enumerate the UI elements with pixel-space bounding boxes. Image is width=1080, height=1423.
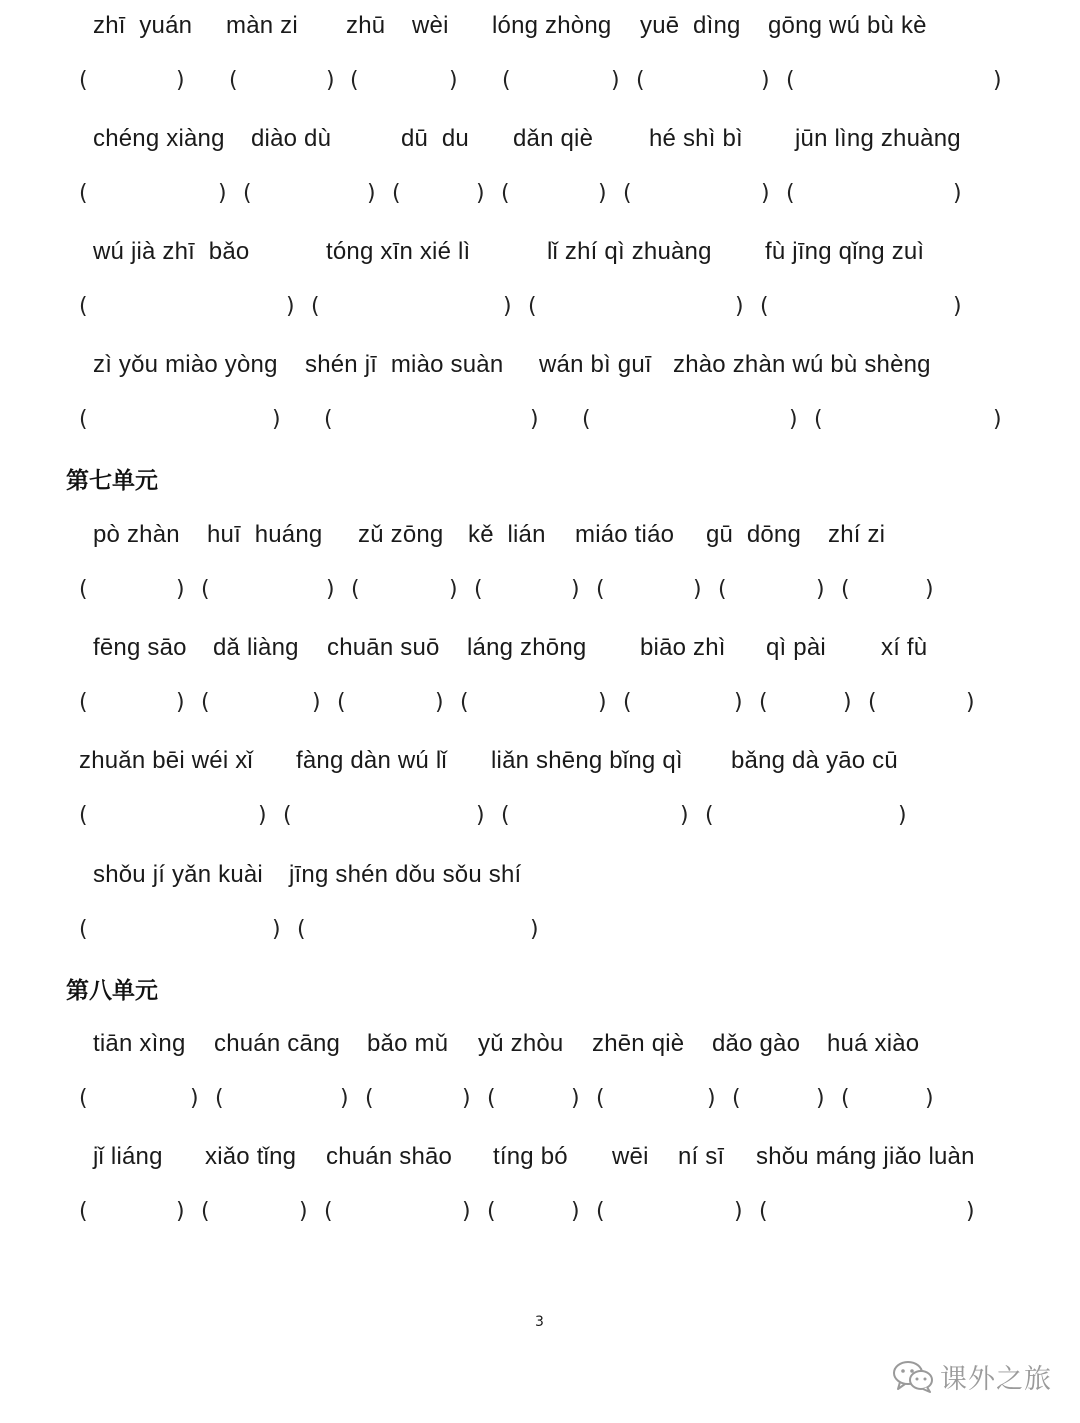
close-paren: ) [735, 294, 744, 319]
open-paren: ( [502, 68, 511, 93]
open-paren: ( [79, 1086, 88, 1111]
pinyin-word: wán bì guī [539, 351, 652, 378]
pinyin-word: lǐ zhí qì zhuàng [547, 238, 712, 265]
unit-7-heading: 第七单元 [66, 468, 158, 494]
wechat-icon [892, 1359, 934, 1393]
open-paren: ( [474, 577, 483, 602]
pinyin-word: kě lián [468, 521, 546, 548]
close-paren: ) [789, 407, 798, 432]
close-paren: ) [176, 1199, 185, 1224]
open-paren: ( [79, 294, 88, 319]
pinyin-word: miáo tiáo [575, 521, 675, 548]
open-paren: ( [324, 407, 333, 432]
open-paren: ( [501, 803, 510, 828]
close-paren: ) [966, 1199, 975, 1224]
open-paren: ( [243, 181, 252, 206]
close-paren: ) [258, 803, 267, 828]
open-paren: ( [79, 1199, 88, 1224]
open-paren: ( [760, 294, 769, 319]
pinyin-word: tiān xìng [93, 1030, 186, 1057]
close-paren: ) [571, 1199, 580, 1224]
pinyin-word: yǔ zhòu [478, 1030, 564, 1057]
close-paren: ) [530, 407, 539, 432]
pinyin-word: qì pài [766, 634, 826, 661]
open-paren: ( [365, 1086, 374, 1111]
close-paren: ) [340, 1086, 349, 1111]
pinyin-word: zhēn qiè [592, 1030, 685, 1057]
pinyin-word: pò zhàn [93, 521, 180, 548]
watermark [892, 1356, 1052, 1396]
pinyin-word: xiǎo tǐng [205, 1143, 297, 1170]
open-paren: ( [786, 68, 795, 93]
close-paren: ) [680, 803, 689, 828]
close-paren: ) [966, 690, 975, 715]
close-paren: ) [816, 577, 825, 602]
open-paren: ( [215, 1086, 224, 1111]
pinyin-word: fù jīng qǐng zuì [765, 238, 925, 265]
pinyin-word: chuán cāng [214, 1030, 341, 1057]
pinyin-word: biāo zhì [640, 634, 726, 661]
pinyin-word: gū dōng [706, 521, 802, 548]
pinyin-word: chuán shāo [326, 1143, 453, 1170]
close-paren: ) [476, 181, 485, 206]
open-paren: ( [623, 690, 632, 715]
open-paren: ( [759, 1199, 768, 1224]
close-paren: ) [761, 68, 770, 93]
pinyin-word: dū du [401, 125, 469, 152]
open-paren: ( [324, 1199, 333, 1224]
close-paren: ) [598, 690, 607, 715]
open-paren: ( [79, 577, 88, 602]
open-paren: ( [392, 181, 401, 206]
pinyin-word: chéng xiàng [93, 125, 225, 152]
pinyin-word: dǎ liàng [213, 634, 299, 661]
pinyin-word: jūn lìng zhuàng [795, 125, 961, 152]
close-paren: ) [462, 1086, 471, 1111]
pinyin-word: wú jià zhī bǎo [93, 238, 250, 265]
pinyin-word: shǒu jí yǎn kuài [93, 861, 263, 888]
open-paren: ( [501, 181, 510, 206]
open-paren: ( [582, 407, 591, 432]
open-paren: ( [596, 577, 605, 602]
close-paren: ) [993, 407, 1002, 432]
open-paren: ( [283, 803, 292, 828]
open-paren: ( [460, 690, 469, 715]
close-paren: ) [925, 1086, 934, 1111]
unit-8-heading: 第八单元 [66, 978, 158, 1004]
page-number: 3 [535, 1314, 544, 1330]
pinyin-word: fàng dàn wú lǐ [296, 747, 447, 774]
open-paren: ( [868, 690, 877, 715]
open-paren: ( [79, 917, 88, 942]
open-paren: ( [487, 1086, 496, 1111]
close-paren: ) [598, 181, 607, 206]
open-paren: ( [732, 1086, 741, 1111]
open-paren: ( [201, 690, 210, 715]
pinyin-word: shǒu máng jiǎo luàn [756, 1143, 975, 1170]
pinyin-word: zì yǒu miào yòng [93, 351, 278, 378]
open-paren: ( [718, 577, 727, 602]
pinyin-word: tóng xīn xié lì [326, 238, 471, 265]
open-paren: ( [814, 407, 823, 432]
close-paren: ) [571, 1086, 580, 1111]
open-paren: ( [487, 1199, 496, 1224]
pinyin-word: liǎn shēng bǐng qì [491, 747, 683, 774]
open-paren: ( [201, 1199, 210, 1224]
pinyin-word: dǎo gào [712, 1030, 801, 1057]
open-paren: ( [311, 294, 320, 319]
close-paren: ) [176, 68, 185, 93]
close-paren: ) [449, 577, 458, 602]
open-paren: ( [759, 690, 768, 715]
close-paren: ) [953, 294, 962, 319]
close-paren: ) [761, 181, 770, 206]
pinyin-word: jīng shén dǒu sǒu shí [289, 861, 522, 888]
open-paren: ( [623, 181, 632, 206]
close-paren: ) [326, 577, 335, 602]
open-paren: ( [841, 577, 850, 602]
open-paren: ( [79, 181, 88, 206]
close-paren: ) [707, 1086, 716, 1111]
pinyin-word: gōng wú bù kè [768, 12, 927, 39]
open-paren: ( [79, 690, 88, 715]
pinyin-word: wēi [612, 1143, 649, 1170]
pinyin-word: zhuǎn bēi wéi xǐ [79, 747, 253, 774]
open-paren: ( [337, 690, 346, 715]
pinyin-word: wèi [412, 12, 449, 39]
pinyin-word: hé shì bì [649, 125, 743, 152]
close-paren: ) [734, 690, 743, 715]
pinyin-word: tíng bó [493, 1143, 568, 1170]
close-paren: ) [898, 803, 907, 828]
pinyin-word: láng zhōng [467, 634, 587, 661]
open-paren: ( [79, 68, 88, 93]
close-paren: ) [993, 68, 1002, 93]
pinyin-word: xí fù [881, 634, 928, 661]
pinyin-word: yuē dìng [640, 12, 741, 39]
close-paren: ) [299, 1199, 308, 1224]
open-paren: ( [297, 917, 306, 942]
open-paren: ( [636, 68, 645, 93]
pinyin-word: zhū [346, 12, 386, 39]
pinyin-word: bǎo mǔ [367, 1030, 449, 1057]
pinyin-word: fēng sāo [93, 634, 187, 661]
close-paren: ) [435, 690, 444, 715]
open-paren: ( [786, 181, 795, 206]
close-paren: ) [571, 577, 580, 602]
close-paren: ) [326, 68, 335, 93]
pinyin-word: màn zi [226, 12, 298, 39]
pinyin-word: zhào zhàn wú bù shèng [673, 351, 931, 378]
close-paren: ) [218, 181, 227, 206]
open-paren: ( [201, 577, 210, 602]
close-paren: ) [176, 577, 185, 602]
close-paren: ) [925, 577, 934, 602]
watermark-text: 课外之旅 [940, 1363, 1052, 1395]
open-paren: ( [350, 68, 359, 93]
pinyin-word: dǎn qiè [513, 125, 594, 152]
close-paren: ) [816, 1086, 825, 1111]
close-paren: ) [843, 690, 852, 715]
close-paren: ) [272, 407, 281, 432]
pinyin-word: ní sī [678, 1143, 725, 1170]
close-paren: ) [503, 294, 512, 319]
open-paren: ( [705, 803, 714, 828]
close-paren: ) [190, 1086, 199, 1111]
close-paren: ) [530, 917, 539, 942]
close-paren: ) [462, 1199, 471, 1224]
close-paren: ) [367, 181, 376, 206]
pinyin-word: zhí zi [828, 521, 886, 548]
pinyin-word: chuān suō [327, 634, 440, 661]
pinyin-word: shén jī miào suàn [305, 351, 504, 378]
pinyin-word: zhī yuán [93, 12, 193, 39]
close-paren: ) [611, 68, 620, 93]
open-paren: ( [841, 1086, 850, 1111]
open-paren: ( [79, 803, 88, 828]
close-paren: ) [286, 294, 295, 319]
close-paren: ) [693, 577, 702, 602]
close-paren: ) [953, 181, 962, 206]
pinyin-word: huá xiào [827, 1030, 920, 1057]
close-paren: ) [476, 803, 485, 828]
pinyin-word: lóng zhòng [492, 12, 612, 39]
close-paren: ) [176, 690, 185, 715]
pinyin-word: bǎng dà yāo cū [731, 747, 898, 774]
close-paren: ) [449, 68, 458, 93]
pinyin-word: huī huáng [207, 521, 323, 548]
pinyin-word: zǔ zōng [358, 521, 444, 548]
open-paren: ( [229, 68, 238, 93]
pinyin-word: diào dù [251, 125, 332, 152]
close-paren: ) [312, 690, 321, 715]
close-paren: ) [734, 1199, 743, 1224]
open-paren: ( [596, 1199, 605, 1224]
pinyin-word: jǐ liáng [93, 1143, 163, 1170]
open-paren: ( [79, 407, 88, 432]
open-paren: ( [351, 577, 360, 602]
open-paren: ( [528, 294, 537, 319]
open-paren: ( [596, 1086, 605, 1111]
close-paren: ) [272, 917, 281, 942]
